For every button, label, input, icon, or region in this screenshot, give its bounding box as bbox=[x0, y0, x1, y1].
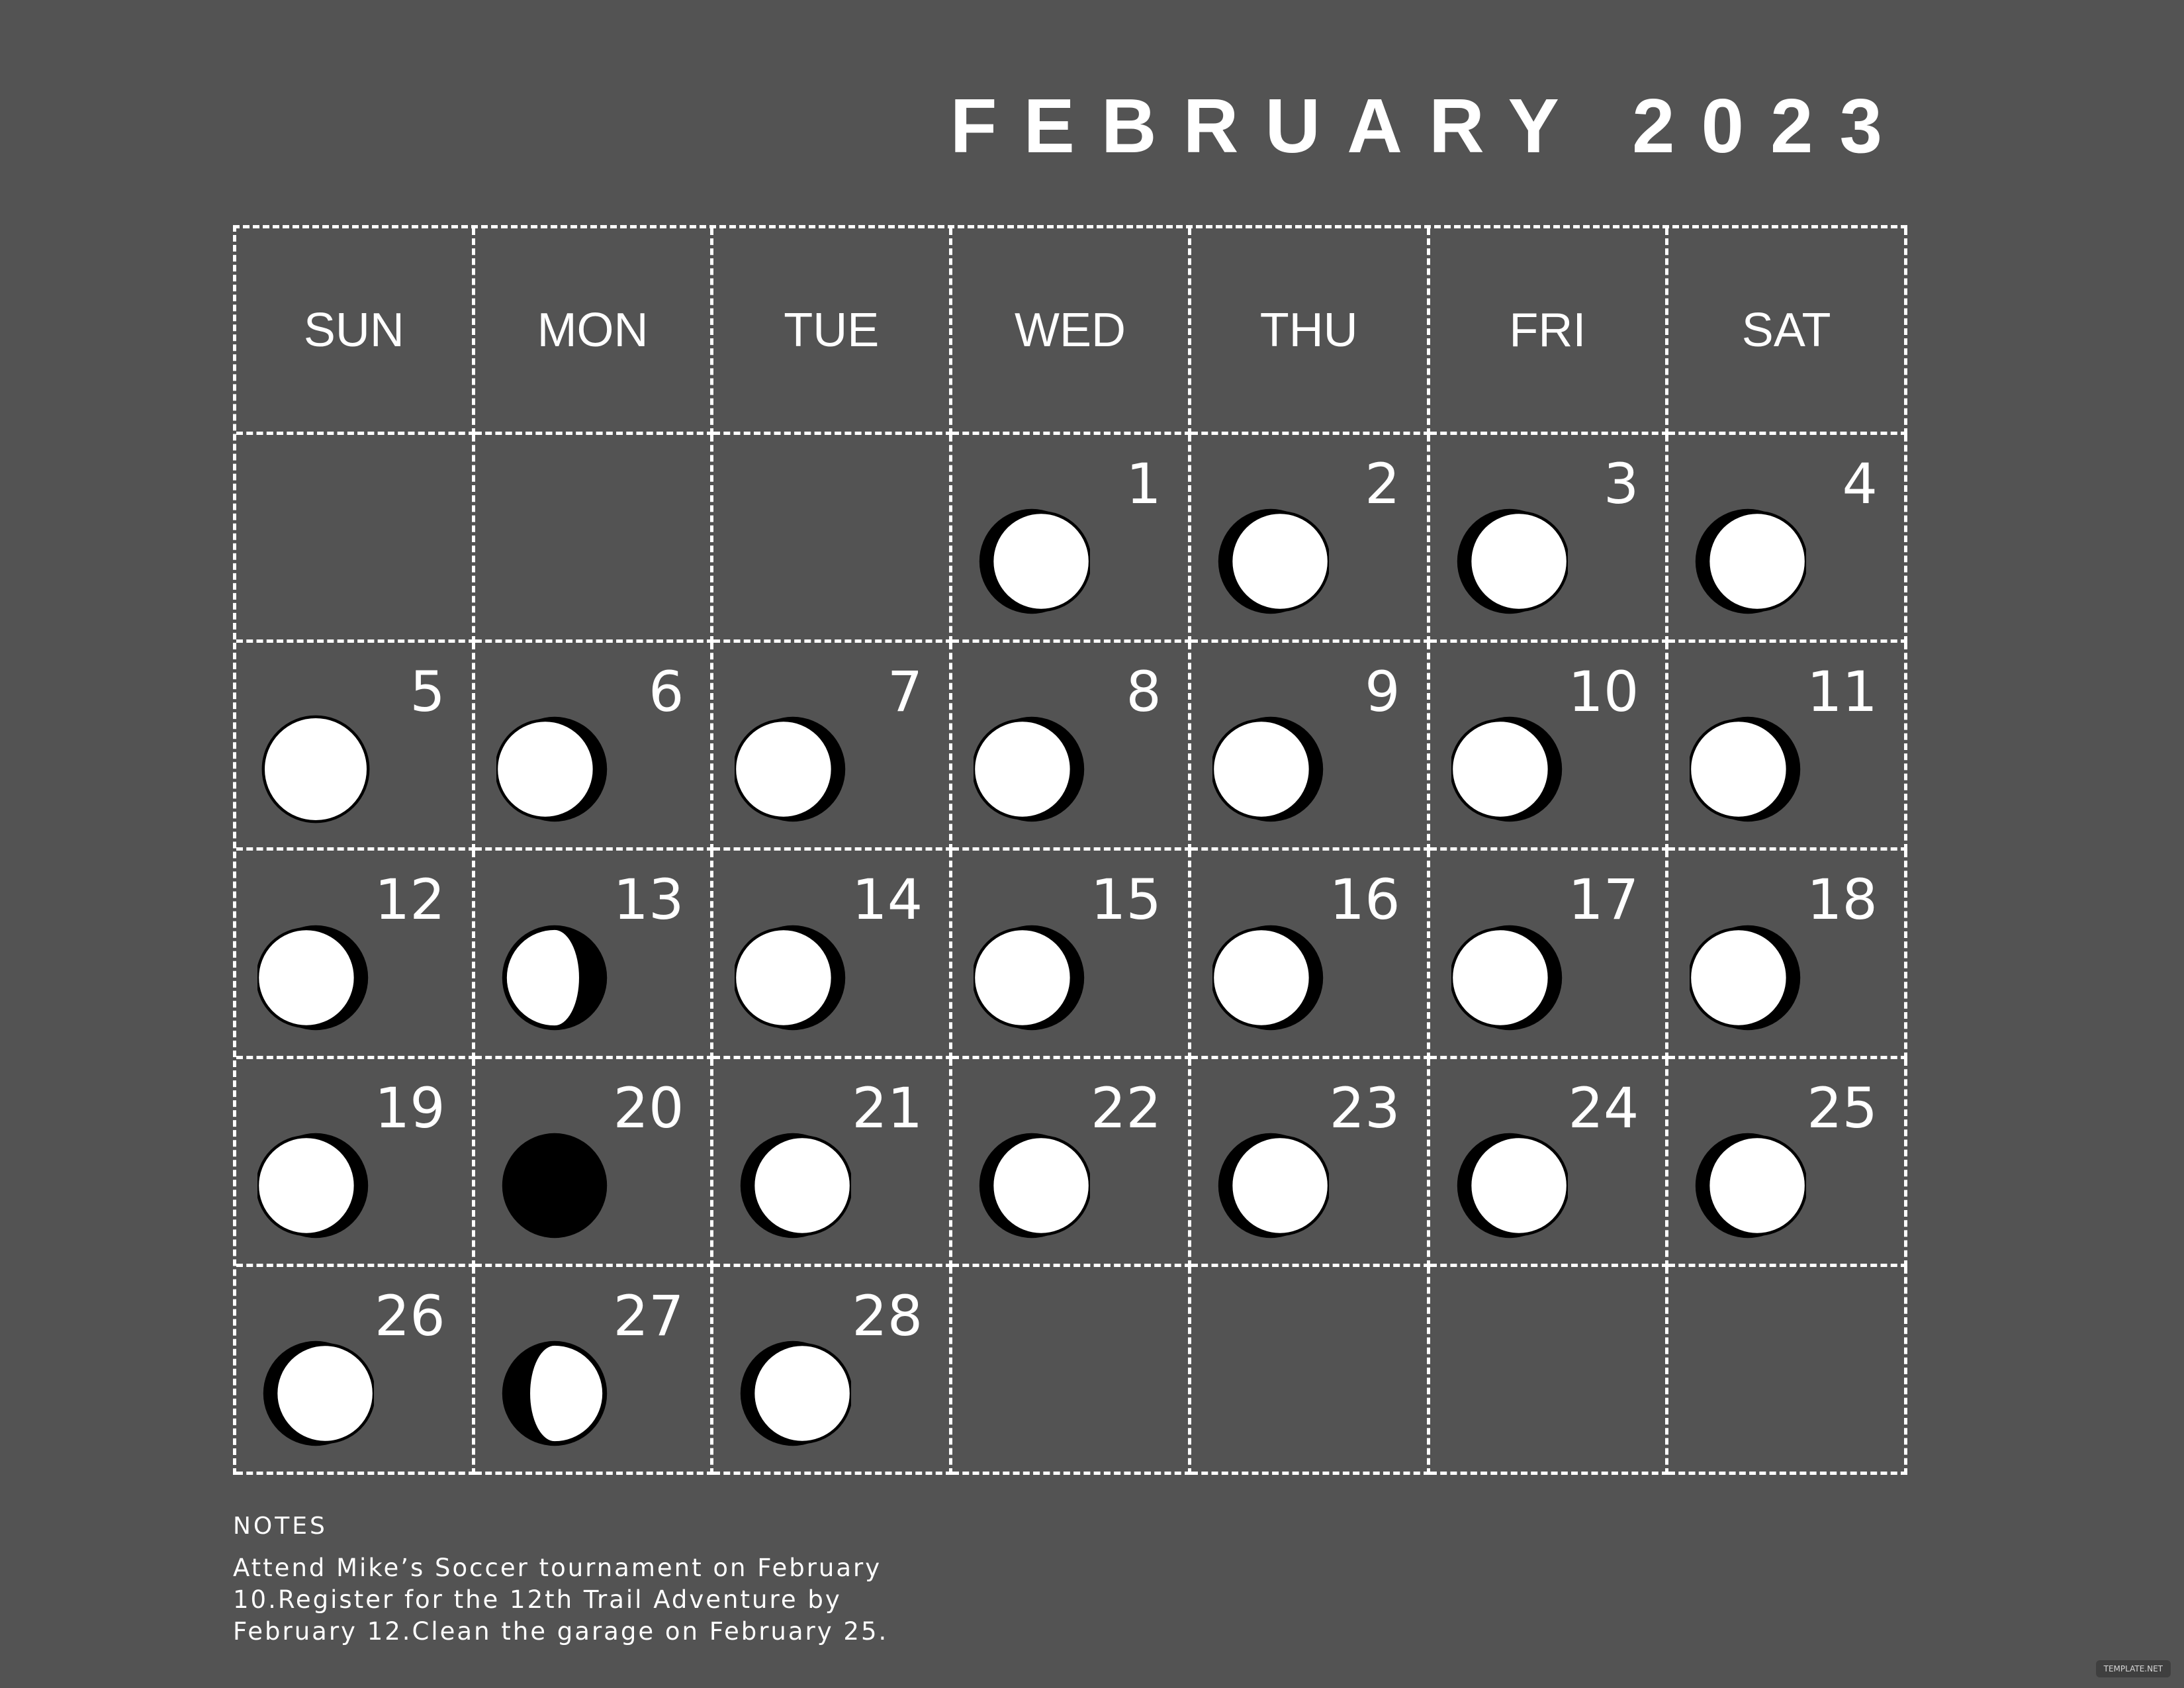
waning-gibbous-moon-icon bbox=[1212, 711, 1329, 827]
weekday-header: FRI bbox=[1430, 228, 1669, 435]
full-moon-icon bbox=[257, 711, 374, 827]
waning-gibbous-moon-icon bbox=[1690, 711, 1806, 827]
day-number: 2 bbox=[1365, 451, 1400, 516]
waning-gibbous-moon-icon bbox=[257, 1127, 374, 1244]
calendar-empty-cell bbox=[236, 435, 475, 643]
day-number: 10 bbox=[1568, 659, 1639, 725]
last-quarter-moon-icon bbox=[496, 919, 613, 1036]
weekday-header: SAT bbox=[1668, 228, 1907, 435]
calendar-day-cell bbox=[1668, 435, 1907, 643]
waxing-gibbous-moon-icon bbox=[1451, 503, 1568, 620]
calendar-day-cell bbox=[1191, 643, 1430, 851]
waning-gibbous-moon-icon bbox=[496, 711, 613, 827]
waxing-gibbous-moon-icon bbox=[1451, 1127, 1568, 1244]
calendar-grid bbox=[233, 225, 1907, 1475]
calendar-empty-cell bbox=[1668, 1267, 1907, 1475]
day-number: 7 bbox=[887, 659, 923, 725]
calendar-day-cell bbox=[1430, 1059, 1669, 1267]
calendar-day-cell bbox=[1668, 1059, 1907, 1267]
calendar-day-cell bbox=[952, 1059, 1191, 1267]
calendar-empty-cell bbox=[1191, 1267, 1430, 1475]
notes-text: Attend Mike’s Soccer tournament on February 10.Register for the 12th Trail Adventure by February 12.Clean the garage on February 25. bbox=[233, 1554, 889, 1646]
day-number: 22 bbox=[1090, 1075, 1161, 1141]
calendar-day-cell bbox=[1430, 643, 1669, 851]
waxing-gibbous-moon-icon bbox=[1690, 503, 1806, 620]
weekday-header: MON bbox=[475, 228, 714, 435]
day-number: 27 bbox=[613, 1283, 684, 1348]
calendar-empty-cell bbox=[713, 435, 952, 643]
calendar-day-cell bbox=[713, 1267, 952, 1475]
day-number: 23 bbox=[1329, 1075, 1400, 1141]
waning-gibbous-moon-icon bbox=[1212, 919, 1329, 1036]
calendar-day-cell bbox=[952, 851, 1191, 1058]
waxing-gibbous-moon-icon bbox=[1212, 503, 1329, 620]
calendar-day-cell bbox=[475, 851, 714, 1058]
day-number: 3 bbox=[1603, 451, 1639, 516]
waning-gibbous-moon-icon bbox=[974, 919, 1090, 1036]
weekday-header: SUN bbox=[236, 228, 475, 435]
day-number: 20 bbox=[613, 1075, 684, 1141]
template-badge: TEMPLATE.NET bbox=[2096, 1660, 2171, 1677]
waxing-gibbous-moon-icon bbox=[1690, 1127, 1806, 1244]
day-number: 1 bbox=[1126, 451, 1161, 516]
weekday-header: TUE bbox=[713, 228, 952, 435]
calendar-day-cell bbox=[236, 643, 475, 851]
calendar-empty-cell bbox=[475, 435, 714, 643]
waning-gibbous-moon-icon bbox=[974, 711, 1090, 827]
notes-title: NOTES bbox=[233, 1513, 328, 1540]
day-number: 19 bbox=[374, 1075, 445, 1141]
calendar-empty-cell bbox=[952, 1267, 1191, 1475]
weekday-header: WED bbox=[952, 228, 1191, 435]
calendar-day-cell bbox=[1430, 851, 1669, 1058]
day-number: 9 bbox=[1365, 659, 1400, 725]
waxing-gibbous-moon-icon bbox=[735, 1335, 851, 1452]
day-number: 6 bbox=[648, 659, 684, 725]
calendar-day-cell bbox=[1430, 435, 1669, 643]
calendar-day-cell bbox=[1191, 1059, 1430, 1267]
calendar-day-cell bbox=[236, 851, 475, 1058]
waxing-gibbous-moon-icon bbox=[257, 1335, 374, 1452]
calendar-day-cell bbox=[475, 643, 714, 851]
day-number: 4 bbox=[1842, 451, 1878, 516]
calendar-day-cell bbox=[713, 851, 952, 1058]
waning-gibbous-moon-icon bbox=[1451, 711, 1568, 827]
calendar-day-cell bbox=[236, 1059, 475, 1267]
calendar-day-cell bbox=[475, 1059, 714, 1267]
day-number: 26 bbox=[374, 1283, 445, 1348]
waxing-gibbous-moon-icon bbox=[735, 1127, 851, 1244]
day-number: 21 bbox=[852, 1075, 923, 1141]
day-number: 12 bbox=[374, 867, 445, 933]
page-title: FEBRUARY 2023 bbox=[950, 83, 1909, 169]
calendar-day-cell bbox=[952, 643, 1191, 851]
calendar-day-cell bbox=[236, 1267, 475, 1475]
calendar-day-cell bbox=[713, 1059, 952, 1267]
day-number: 5 bbox=[410, 659, 445, 725]
calendar-day-cell bbox=[1668, 851, 1907, 1058]
calendar-empty-cell bbox=[1430, 1267, 1669, 1475]
new-moon-icon bbox=[496, 1127, 613, 1244]
day-number: 24 bbox=[1568, 1075, 1639, 1141]
waning-gibbous-moon-icon bbox=[735, 919, 851, 1036]
calendar-day-cell bbox=[952, 435, 1191, 643]
day-number: 17 bbox=[1568, 867, 1639, 933]
day-number: 25 bbox=[1807, 1075, 1878, 1141]
day-number: 15 bbox=[1090, 867, 1161, 933]
calendar-day-cell bbox=[713, 643, 952, 851]
first-quarter-moon-icon bbox=[496, 1335, 613, 1452]
day-number: 16 bbox=[1329, 867, 1400, 933]
calendar-day-cell bbox=[1191, 851, 1430, 1058]
waning-gibbous-moon-icon bbox=[1451, 919, 1568, 1036]
waxing-gibbous-moon-icon bbox=[1212, 1127, 1329, 1244]
waxing-gibbous-moon-icon bbox=[974, 1127, 1090, 1244]
weekday-header: THU bbox=[1191, 228, 1430, 435]
calendar-day-cell bbox=[475, 1267, 714, 1475]
waning-gibbous-moon-icon bbox=[257, 919, 374, 1036]
calendar-day-cell bbox=[1668, 643, 1907, 851]
day-number: 8 bbox=[1126, 659, 1161, 725]
day-number: 14 bbox=[852, 867, 923, 933]
day-number: 11 bbox=[1807, 659, 1878, 725]
day-number: 18 bbox=[1807, 867, 1878, 933]
day-number: 13 bbox=[613, 867, 684, 933]
day-number: 28 bbox=[852, 1283, 923, 1348]
waning-gibbous-moon-icon bbox=[1690, 919, 1806, 1036]
waning-gibbous-moon-icon bbox=[735, 711, 851, 827]
calendar-day-cell bbox=[1191, 435, 1430, 643]
waxing-gibbous-moon-icon bbox=[974, 503, 1090, 620]
